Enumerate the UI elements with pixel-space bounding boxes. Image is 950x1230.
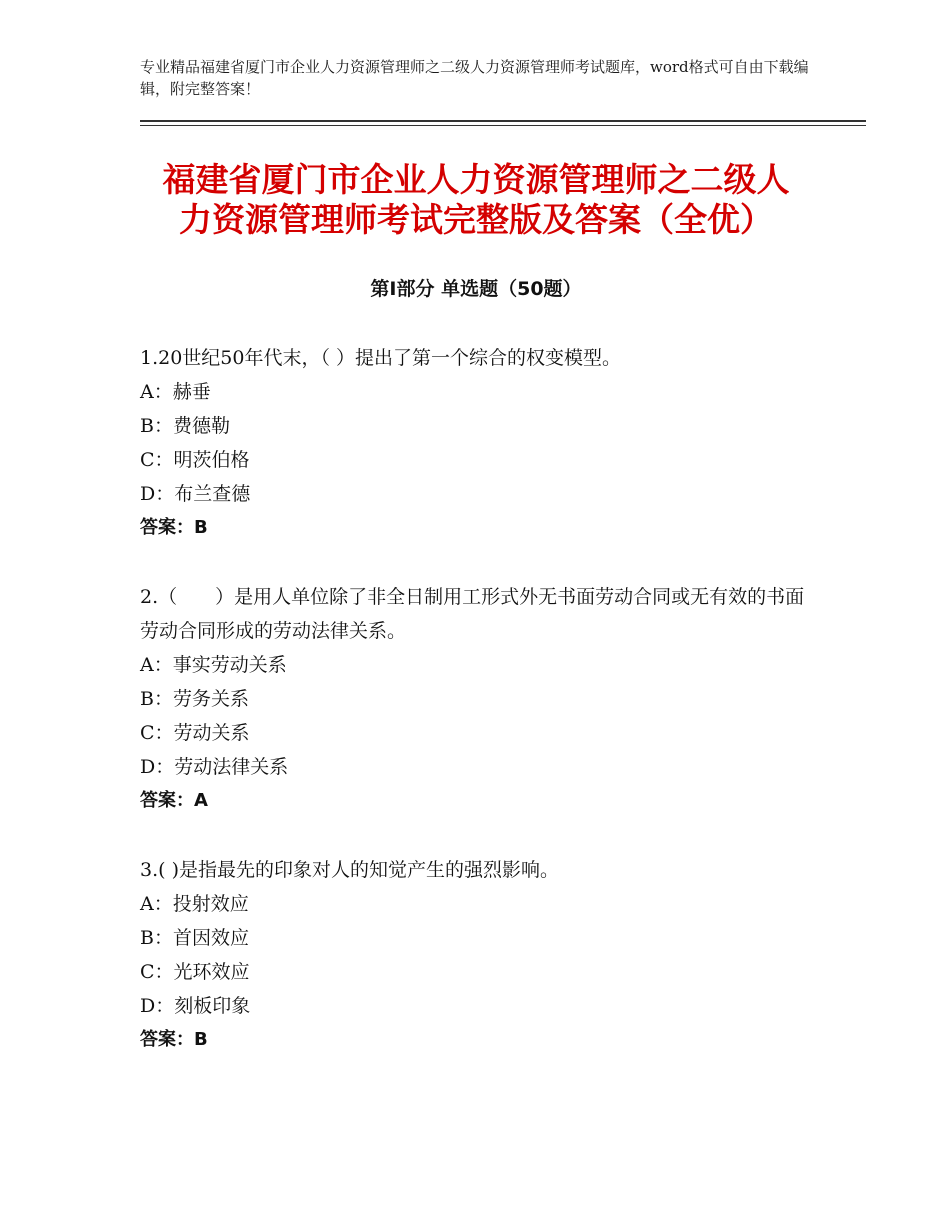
option-a: A：赫垂 (140, 381, 211, 403)
question-2 (140, 580, 812, 818)
question-stem: 1.20世纪50年代末，（ ）提出了第一个综合的权变模型。 (140, 347, 622, 369)
option-b: B：费德勒 (140, 415, 230, 437)
option-d: D：布兰查德 (140, 483, 251, 505)
answer: 答案：B (140, 1029, 208, 1050)
option-a: A：投射效应 (140, 893, 249, 915)
option-d: D：刻板印象 (140, 995, 251, 1017)
option-b: B：首因效应 (140, 927, 249, 949)
title-line-2: 力资源管理师考试完整版及答案（全优） (179, 200, 773, 239)
question-1 (140, 341, 812, 545)
title-line-1: 福建省厦门市企业人力资源管理师之二级人 (162, 160, 790, 199)
option-c: C：明茨伯格 (140, 449, 250, 471)
document-title (140, 160, 812, 240)
header-note: 专业精品福建省厦门市企业人力资源管理师之二级人力资源管理师考试题库，word格式可自由下载编辑，附完整答案！ (140, 58, 809, 98)
question-3 (140, 853, 812, 1057)
option-c: C：劳动关系 (140, 722, 250, 744)
option-c: C：光环效应 (140, 961, 250, 983)
question-stem: 2.（ ）是用人单位除了非全日制用工形式外无书面劳动合同或无有效的书面劳动合同形成的劳动法律关系。 (140, 586, 805, 642)
option-a: A：事实劳动关系 (140, 654, 287, 676)
answer: 答案：B (140, 517, 208, 538)
section-heading: 第Ⅰ部分 单选题（50题） (370, 278, 582, 300)
question-stem: 3.( )是指最先的印象对人的知觉产生的强烈影响。 (140, 859, 559, 881)
header-rule-thin (140, 125, 866, 126)
answer: 答案：A (140, 790, 208, 811)
option-b: B：劳务关系 (140, 688, 249, 710)
header-rule-thick (140, 120, 866, 122)
option-d: D：劳动法律关系 (140, 756, 289, 778)
